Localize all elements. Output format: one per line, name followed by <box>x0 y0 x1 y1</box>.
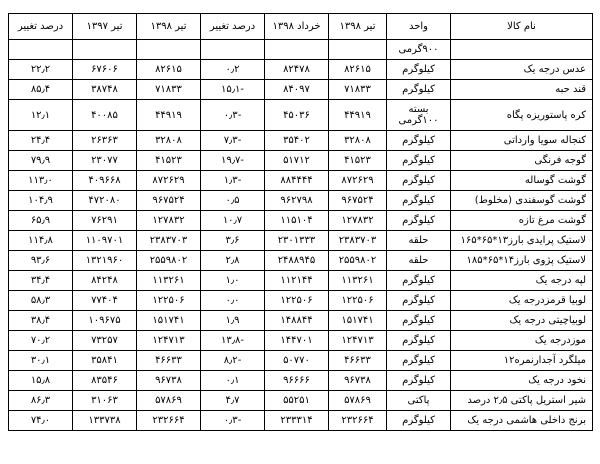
item-name-cell: لپه درجه یک <box>451 271 593 291</box>
value-cell: ۸۲۴۷۸ <box>265 60 329 80</box>
value-cell: ۵۷۸۶۹ <box>329 391 387 411</box>
value-cell: ۳۸۷۴۸ <box>73 80 137 100</box>
column-header: تیر ۱۳۹۷ <box>73 14 137 40</box>
column-header: تیر ۱۳۹۸ <box>329 14 387 40</box>
value-cell: ۲۳۸۳۷۰۳ <box>329 231 387 251</box>
item-name-cell: میلگرد آجدارنمره۱۲ <box>451 351 593 371</box>
value-cell: ۳۱۰۶۳ <box>73 391 137 411</box>
unit-cell: حلقه <box>387 231 451 251</box>
unit-cell: حلقه <box>387 251 451 271</box>
value-cell: ۱۱۳٫۰ <box>9 171 73 191</box>
value-cell: ۲۲٫۲ <box>9 60 73 80</box>
value-cell: ۴۱۵۲۳ <box>329 151 387 171</box>
unit-cell: کیلوگرم <box>387 331 451 351</box>
value-cell: ۷۱۸۳۳ <box>137 80 201 100</box>
value-cell: ۸۵٫۴ <box>9 80 73 100</box>
column-header: واحد <box>387 14 451 40</box>
unit-cell: کیلوگرم <box>387 60 451 80</box>
value-cell: ۱۴۸۸۴۴ <box>265 311 329 331</box>
unit-cell: کیلوگرم <box>387 411 451 431</box>
value-cell <box>137 40 201 60</box>
value-cell: ۸۷۲۶۲۹ <box>329 171 387 191</box>
value-cell: -۸٫۲ <box>201 351 265 371</box>
value-cell: ۵۰۷۷۰ <box>265 351 329 371</box>
value-cell <box>201 40 265 60</box>
value-cell: ۸۷۲۶۲۹ <box>137 171 201 191</box>
value-cell: ۰٫۲ <box>201 60 265 80</box>
unit-cell: ۹۰۰گرمی <box>387 40 451 60</box>
table-row <box>9 211 593 231</box>
value-cell: ۱۰۴٫۹ <box>9 191 73 211</box>
unit-cell: کیلوگرم <box>387 131 451 151</box>
value-cell: ۸۴۲۴۸ <box>73 271 137 291</box>
item-name-cell: گوشت گوساله <box>451 171 593 191</box>
value-cell: ۱۱۳۲۶۱ <box>137 271 201 291</box>
value-cell: ۹۳٫۶ <box>9 251 73 271</box>
value-cell: ۷۱۸۳۳ <box>329 80 387 100</box>
value-cell: -۱۹٫۷ <box>201 151 265 171</box>
table-row <box>9 251 593 271</box>
item-name-cell: قند حبه <box>451 80 593 100</box>
value-cell: ۲۳۲۶۶۴ <box>137 411 201 431</box>
value-cell: ۴۱۵۲۳ <box>137 151 201 171</box>
item-name-cell: شیر استریل پاکتی ۲٫۵ درصد <box>451 391 593 411</box>
item-name-cell: گوشت مرغ تازه <box>451 211 593 231</box>
item-name-cell: لوبیاچیتی درجه یک <box>451 311 593 331</box>
value-cell: ۳٫۶ <box>201 231 265 251</box>
value-cell: ۸۴۰۹۷ <box>265 80 329 100</box>
value-cell: ۴۵۰۳۶ <box>265 100 329 131</box>
column-header: خرداد ۱۳۹۸ <box>265 14 329 40</box>
value-cell: ۳۴٫۴ <box>9 271 73 291</box>
value-cell: ۸۳۵۴۶ <box>73 371 137 391</box>
value-cell: ۲۵۵۹۸۰۲ <box>137 251 201 271</box>
table-row <box>9 331 593 351</box>
value-cell: ۴۴۹۱۹ <box>137 100 201 131</box>
value-cell: ۵۵۲۵۱ <box>265 391 329 411</box>
table-row <box>9 351 593 371</box>
table-row <box>9 191 593 211</box>
item-name-cell: عدس درجه یک <box>451 60 593 80</box>
value-cell: ۷۶۲۹۱ <box>73 211 137 231</box>
value-cell: ۱۲۷۸۳۲ <box>137 211 201 231</box>
unit-cell: کیلوگرم <box>387 351 451 371</box>
value-cell: ۹۶۷۳۸ <box>329 371 387 391</box>
value-cell: ۴۰۹۶۶۸ <box>73 171 137 191</box>
value-cell: ۷۳۲۵۷ <box>73 331 137 351</box>
table-row <box>9 171 593 191</box>
value-cell: ۱۱۰۹۷۰۱ <box>73 231 137 251</box>
value-cell: ۴٫۷ <box>201 391 265 411</box>
table-row <box>9 100 593 131</box>
value-cell: ۱۲۴۷۱۳ <box>137 331 201 351</box>
item-name-cell: برنج داخلی هاشمی درجه یک <box>451 411 593 431</box>
unit-cell: پاکتی <box>387 391 451 411</box>
value-cell: ۲۳۲۶۶۴ <box>329 411 387 431</box>
value-cell: ۳۲۸۰۸ <box>137 131 201 151</box>
value-cell: ۷۷۴۰۴ <box>73 291 137 311</box>
value-cell: ۸۲۶۱۵ <box>137 60 201 80</box>
table-row <box>9 40 593 60</box>
unit-cell: کیلوگرم <box>387 291 451 311</box>
value-cell: ۰٫۱ <box>201 371 265 391</box>
value-cell: -۷٫۳ <box>201 131 265 151</box>
value-cell: ۱۱۵۱۰۴ <box>265 211 329 231</box>
value-cell: ۱۵۱۷۴۱ <box>329 311 387 331</box>
unit-cell: کیلوگرم <box>387 80 451 100</box>
value-cell: ۱۲٫۱ <box>9 100 73 131</box>
value-cell: ۲۴۸۸۹۴۵ <box>265 251 329 271</box>
value-cell: ۱۲۲۵۰۶ <box>265 291 329 311</box>
value-cell: ۹۶۷۵۲۴ <box>329 191 387 211</box>
value-cell: ۸۶٫۳ <box>9 391 73 411</box>
value-cell: ۱۲۷۸۳۲ <box>329 211 387 231</box>
value-cell: ۷۴٫۰ <box>9 411 73 431</box>
value-cell: ۵۱۷۱۲ <box>265 151 329 171</box>
value-cell <box>329 40 387 60</box>
value-cell: -۰٫۳ <box>201 411 265 431</box>
value-cell: ۹۶۶۶۶ <box>265 371 329 391</box>
item-name-cell: کره پاستوریزه پگاه <box>451 100 593 131</box>
value-cell: ۴۶۶۳۳ <box>137 351 201 371</box>
value-cell: ۱۲۲۵۰۶ <box>329 291 387 311</box>
value-cell: ۱۵٫۸ <box>9 371 73 391</box>
table-row <box>9 291 593 311</box>
value-cell: -۱۳٫۸ <box>201 331 265 351</box>
item-name-cell <box>451 40 593 60</box>
table-row <box>9 371 593 391</box>
value-cell: ۱۵۱۷۴۱ <box>137 311 201 331</box>
value-cell: ۲۶۳۶۳ <box>73 131 137 151</box>
value-cell: ۹۶۷۳۸ <box>137 371 201 391</box>
value-cell: ۳۲۸۰۸ <box>329 131 387 151</box>
column-header: نام کالا <box>451 14 593 40</box>
value-cell: ۱۴۴۷۰۱ <box>265 331 329 351</box>
value-cell: -۱۵٫۱ <box>201 80 265 100</box>
value-cell: ۸۸۴۴۴۴ <box>265 171 329 191</box>
value-cell: ۱۲۴۷۱۳ <box>329 331 387 351</box>
value-cell: ۷۹٫۹ <box>9 151 73 171</box>
unit-cell: کیلوگرم <box>387 271 451 291</box>
table-row <box>9 151 593 171</box>
value-cell: ۱۰٫۷ <box>201 211 265 231</box>
value-cell: ۰٫۰ <box>201 291 265 311</box>
value-cell: ۴۷۲۰۸۰ <box>73 191 137 211</box>
value-cell: ۹۶۷۵۲۴ <box>137 191 201 211</box>
unit-cell: کیلوگرم <box>387 171 451 191</box>
value-cell: ۱۱۲۱۴۴ <box>265 271 329 291</box>
value-cell: ۲۵۵۹۸۰۲ <box>329 251 387 271</box>
value-cell: ۴۰۰۸۵ <box>73 100 137 131</box>
item-name-cell: گوشت گوسفندی (مخلوط) <box>451 191 593 211</box>
item-name-cell: لاستیک پژوی بارز۱۴*۶۵*۱۸۵ <box>451 251 593 271</box>
unit-cell: کیلوگرم <box>387 211 451 231</box>
value-cell <box>9 40 73 60</box>
item-name-cell: لاستیک پرایدی بارز۱۳*۶۵*۱۶۵ <box>451 231 593 251</box>
value-cell: ۶۷۶۰۶ <box>73 60 137 80</box>
value-cell: ۱۱۳۲۶۱ <box>329 271 387 291</box>
value-cell: ۲۳۸۳۷۰۳ <box>137 231 201 251</box>
table-row <box>9 131 593 151</box>
value-cell: -۱٫۳ <box>201 171 265 191</box>
unit-cell: کیلوگرم <box>387 311 451 331</box>
value-cell: ۱۲۲۵۰۶ <box>137 291 201 311</box>
table-row <box>9 311 593 331</box>
value-cell: ۰٫۵ <box>201 191 265 211</box>
value-cell: ۱۱۴٫۸ <box>9 231 73 251</box>
item-name-cell: کنجاله سویا وارداتی <box>451 131 593 151</box>
value-cell: ۳۵۸۴۱ <box>73 351 137 371</box>
value-cell: ۲۳۰۱۳۳۳ <box>265 231 329 251</box>
column-header: درصد تغییر <box>9 14 73 40</box>
table-row <box>9 60 593 80</box>
item-name-cell: لوبیا قرمزدرجه یک <box>451 291 593 311</box>
value-cell: ۲۳۳۳۱۴ <box>265 411 329 431</box>
price-table <box>8 13 593 431</box>
column-header: درصد تغییر <box>201 14 265 40</box>
value-cell: ۲۳۰۷۷ <box>73 151 137 171</box>
item-name-cell: موزدرجه یک <box>451 331 593 351</box>
value-cell: ۷۰٫۲ <box>9 331 73 351</box>
item-name-cell: گوجه فرنگی <box>451 151 593 171</box>
value-cell: ۴۴۹۱۹ <box>329 100 387 131</box>
header-row <box>9 14 593 40</box>
value-cell: ۱۰۹۶۷۵ <box>73 311 137 331</box>
table-row <box>9 271 593 291</box>
column-header: تیر ۱۳۹۸ <box>137 14 201 40</box>
value-cell: ۵۷۸۶۹ <box>137 391 201 411</box>
table-row <box>9 231 593 251</box>
value-cell: ۱۳۳۷۳۸ <box>73 411 137 431</box>
unit-cell: بسته ۱۰۰گرمی <box>387 100 451 131</box>
table-row <box>9 391 593 411</box>
value-cell <box>265 40 329 60</box>
value-cell: ۱٫۰ <box>201 271 265 291</box>
value-cell: ۲٫۸ <box>201 251 265 271</box>
value-cell: ۳۸٫۴ <box>9 311 73 331</box>
value-cell: ۳۵۴۰۲ <box>265 131 329 151</box>
value-cell: ۳۰٫۱ <box>9 351 73 371</box>
value-cell: -۰٫۳ <box>201 100 265 131</box>
value-cell: ۴۶۶۳۳ <box>329 351 387 371</box>
unit-cell: کیلوگرم <box>387 191 451 211</box>
value-cell: ۸۲۶۱۵ <box>329 60 387 80</box>
value-cell: ۲۴٫۴ <box>9 131 73 151</box>
value-cell <box>73 40 137 60</box>
unit-cell: کیلوگرم <box>387 151 451 171</box>
table-row <box>9 80 593 100</box>
table-row <box>9 411 593 431</box>
value-cell: ۶۵٫۹ <box>9 211 73 231</box>
item-name-cell: نخود درجه یک <box>451 371 593 391</box>
value-cell: ۵۸٫۳ <box>9 291 73 311</box>
value-cell: ۱۳۲۱۹۶۰ <box>73 251 137 271</box>
unit-cell: کیلوگرم <box>387 371 451 391</box>
value-cell: ۹۶۲۷۹۸ <box>265 191 329 211</box>
value-cell: ۱٫۹ <box>201 311 265 331</box>
